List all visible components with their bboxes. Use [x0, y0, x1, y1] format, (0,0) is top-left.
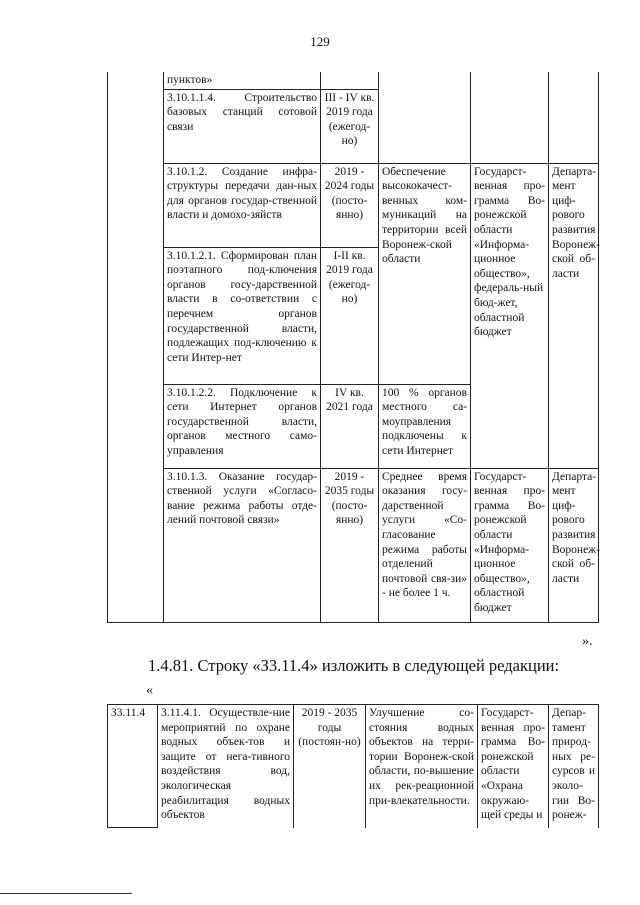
footnote-separator [0, 893, 132, 894]
measure-cell: 3.10.1.1.4. Строительство базовых станций сотовой связи [164, 89, 321, 163]
period-cell: III - IV кв. 2019 года (ежегод-но) [321, 89, 379, 163]
page-number: 129 [310, 34, 330, 49]
table-row [108, 468, 599, 622]
program-cell: Государст-венная про-грамма Во-ронежской области «Охрана окружаю-щей среды и [478, 705, 549, 828]
opening-quote: « [146, 683, 153, 698]
table-row [108, 705, 599, 828]
measures-table-continued [107, 72, 599, 623]
measure-cell: пунктов» [164, 72, 321, 89]
code-cell-empty [108, 72, 164, 622]
period-cell: 2019 - 2035 годы (посто-янно) [321, 468, 379, 622]
program-cell: Государст-венная про-грамма Во-ронежской области «Информа-ционное общество», областной бюджет [471, 468, 549, 622]
measure-cell: 3.10.1.3. Оказание государ-ственной услуги «Согласо-вание режима работы отде-лений почтовой связи» [164, 468, 321, 622]
table-row [108, 163, 599, 247]
result-cell: Среднее время оказания госу-дарственной услуги «Со-гласование режима работы отделений почтовой свя-зи» - не более 1 ч. [379, 468, 471, 622]
measures-table-new [107, 704, 599, 828]
result-cell: 100 % органов местного са-моуправления подключены к сети Интернет [379, 384, 471, 468]
period-cell: I-II кв. 2019 года (ежегод-но) [321, 247, 379, 384]
executor-cell: Депар-тамент природ-ных ре-сурсов и эколо-гии Во-ронеж- [549, 705, 599, 828]
measure-cell: 3.11.4.1. Осуществле-ние мероприятий по охране водных объек-тов и защите от нега-тивного воздействия вод, экологическая реабилитация водных объектов [158, 705, 294, 828]
program-cell: Государст-венная про-грамма Во-ронежской области «Информа-ционное общество», федераль-ный бюд-жет, областной бюджет [471, 163, 549, 468]
table-row [108, 72, 599, 89]
closing-quote: ». [582, 634, 593, 649]
measure-cell: 3.10.1.2.1. Сформирован план поэтапного под-ключения органов госу-дарственной власти в со-ответствии с перечнем органов государственной власти, подлежащих под-ключению к сети Интер-нет [164, 247, 321, 384]
executor-cell: Департа-мент циф-рового развития Воронеж-ской об-ласти [549, 468, 599, 622]
result-cell: Обеспечение высококачест-венных ком-муникаций на территории всей Воронеж-ской области [379, 163, 471, 384]
code-cell: З3.11.4 [108, 705, 158, 828]
period-cell: IV кв. 2021 года [321, 384, 379, 468]
period-cell: 2019 - 2035 годы (постоян-но) [294, 705, 366, 828]
measure-cell: 3.10.1.2. Создание инфра-структуры передачи дан-ных для органов государ-ственной власти и домохо-зяйств [164, 163, 321, 247]
amendment-instruction: 1.4.81. Строку «З3.11.4» изложить в следующей редакции: [148, 656, 560, 675]
measure-cell: 3.10.1.2.2. Подключение к сети Интернет органов государственной власти, органов местного само-управления [164, 384, 321, 468]
period-cell: 2019 - 2024 годы (посто-янно) [321, 163, 379, 247]
result-cell: Улучшение со-стояния водных объектов на терри-тории Воронеж-ской области, по-вышение их рек-реационной при-влекательности. [366, 705, 478, 828]
executor-cell: Департа-мент циф-рового развития Воронеж-ской об-ласти [549, 163, 599, 468]
